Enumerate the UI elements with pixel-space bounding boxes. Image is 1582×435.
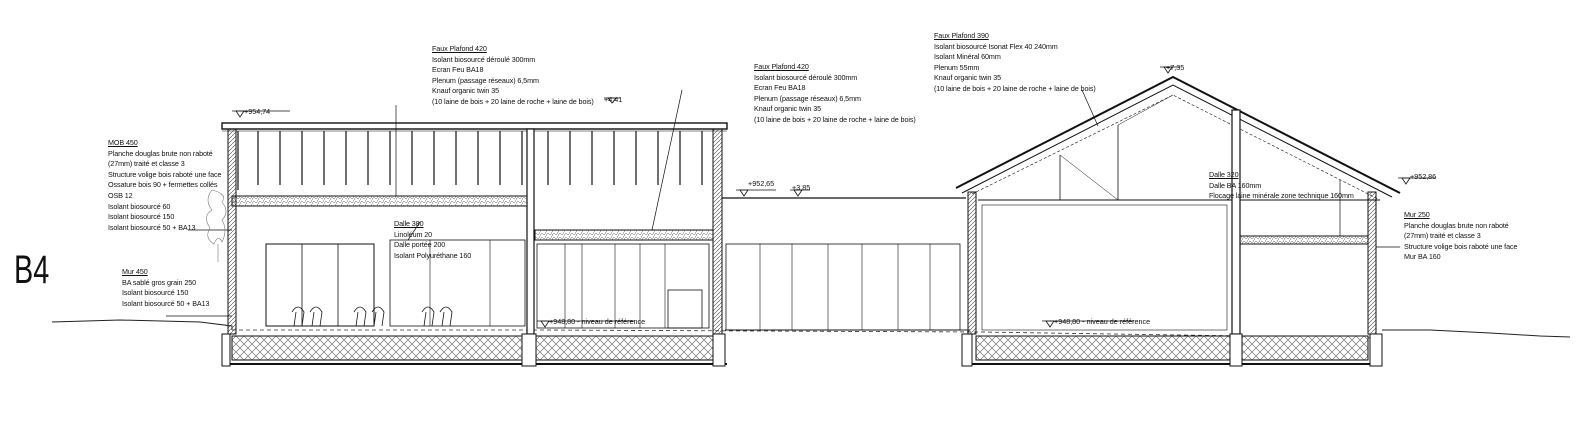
annotation-faux-plafond-390 bbox=[934, 31, 1096, 95]
annotation-title: Faux Plafond 390 bbox=[934, 31, 989, 40]
annotation-mob-450 bbox=[108, 138, 221, 233]
sheet-id: B4 bbox=[14, 248, 50, 292]
annotation-line: Ecran Feu BA18 bbox=[754, 83, 806, 93]
annotation-line: BA sablé gros grain 250 bbox=[122, 277, 197, 287]
annotation-line: Knauf organic twin 35 bbox=[432, 86, 500, 96]
annotation-line: (10 laine de bois + 20 laine de roche + laine de bois) bbox=[754, 114, 916, 124]
level-label: +954,74 bbox=[244, 107, 271, 116]
annotation-title: MOB 450 bbox=[108, 138, 138, 147]
annotation-faux-plafond-420-right bbox=[754, 62, 916, 126]
annotation-title: Dalle 320 bbox=[1209, 170, 1239, 179]
annotation-line: Isolant biosourcé 50 + BA13 bbox=[122, 298, 210, 308]
annotation-line: Knauf organic twin 35 bbox=[754, 104, 822, 114]
annotation-line: Plenum (passage réseaux) 6,5mm bbox=[432, 75, 539, 85]
annotation-line: OSB 12 bbox=[108, 190, 133, 200]
annotation-line: Mur BA 160 bbox=[1404, 252, 1441, 262]
level-label: +3,85 bbox=[792, 183, 811, 192]
annotation-line: (10 laine de bois + 20 laine de roche + laine de bois) bbox=[432, 96, 594, 106]
annotation-line: Planche douglas brute non raboté bbox=[108, 148, 213, 158]
annotation-line: Linoléum 20 bbox=[394, 229, 433, 239]
annotation-line: (10 laine de bois + 20 laine de roche + laine de bois) bbox=[934, 83, 1096, 93]
annotation-line: Dalle BA 160mm bbox=[1209, 180, 1262, 190]
level-label: +952,65 bbox=[748, 179, 775, 188]
annotation-line: (27mm) traité et classe 3 bbox=[1404, 231, 1481, 241]
annotation-dalle-380 bbox=[394, 219, 471, 261]
annotation-line: Structure volige bois raboté une face bbox=[1404, 241, 1518, 251]
reference-level-label: +948,80 - niveau de référence bbox=[1054, 317, 1151, 326]
annotation-line: Planche douglas brute non raboté bbox=[1404, 220, 1509, 230]
annotation-line: Dalle portée 200 bbox=[394, 240, 446, 250]
annotation-line: Isolant Polyuréthane 160 bbox=[394, 250, 472, 260]
annotation-line: Isolant biosourcé 150 bbox=[108, 212, 175, 222]
level-label: +7,35 bbox=[1166, 63, 1185, 72]
annotation-line: Plenum (passage réseaux) 6,5mm bbox=[754, 93, 861, 103]
level-label: +4,41 bbox=[604, 95, 623, 104]
annotation-line: (27mm) traité et classe 3 bbox=[108, 159, 185, 169]
annotation-line: Isolant biosourcé 50 + BA13 bbox=[108, 222, 196, 232]
annotation-title: Mur 450 bbox=[122, 267, 148, 276]
annotation-line: Isolant biosourcé déroulé 300mm bbox=[754, 72, 858, 82]
annotation-line: Flocage laine minérale zone technique 160mm bbox=[1209, 191, 1354, 201]
link-building bbox=[722, 198, 966, 330]
annotation-line: Isolant Minéral 60mm bbox=[934, 52, 1001, 62]
right-building bbox=[956, 77, 1400, 366]
level-label: +952,86 bbox=[1410, 172, 1437, 181]
annotation-line: Structure volige bois raboté une face bbox=[108, 169, 222, 179]
annotation-title: Mur 250 bbox=[1404, 210, 1430, 219]
terrain-line bbox=[52, 317, 1570, 337]
annotation-line: Ecran Feu BA18 bbox=[432, 65, 484, 75]
annotation-line: Isolant biosourcé 150 bbox=[122, 288, 189, 298]
reference-level-label: +948,80 - niveau de référence bbox=[549, 317, 646, 326]
annotation-title: Faux Plafond 420 bbox=[432, 44, 487, 53]
annotation-line: Ossature bois 90 + fermettes collés bbox=[108, 180, 218, 190]
annotation-line: Plenum 55mm bbox=[934, 62, 980, 72]
annotation-title: Dalle 380 bbox=[394, 219, 424, 228]
annotation-title: Faux Plafond 420 bbox=[754, 62, 809, 71]
left-building bbox=[222, 123, 727, 366]
annotation-line: Knauf organic twin 35 bbox=[934, 73, 1002, 83]
annotation-line: Isolant biosourcé 60 bbox=[108, 201, 171, 211]
annotation-line: Isolant biosourcé Isonat Flex 40 240mm bbox=[934, 41, 1058, 51]
annotation-mur-450 bbox=[122, 267, 209, 309]
annotation-dalle-320 bbox=[1209, 170, 1354, 202]
annotation-line: Isolant biosourcé déroulé 300mm bbox=[432, 54, 536, 64]
annotation-mur-250 bbox=[1404, 210, 1517, 263]
annotation-faux-plafond-420-left bbox=[432, 44, 594, 108]
